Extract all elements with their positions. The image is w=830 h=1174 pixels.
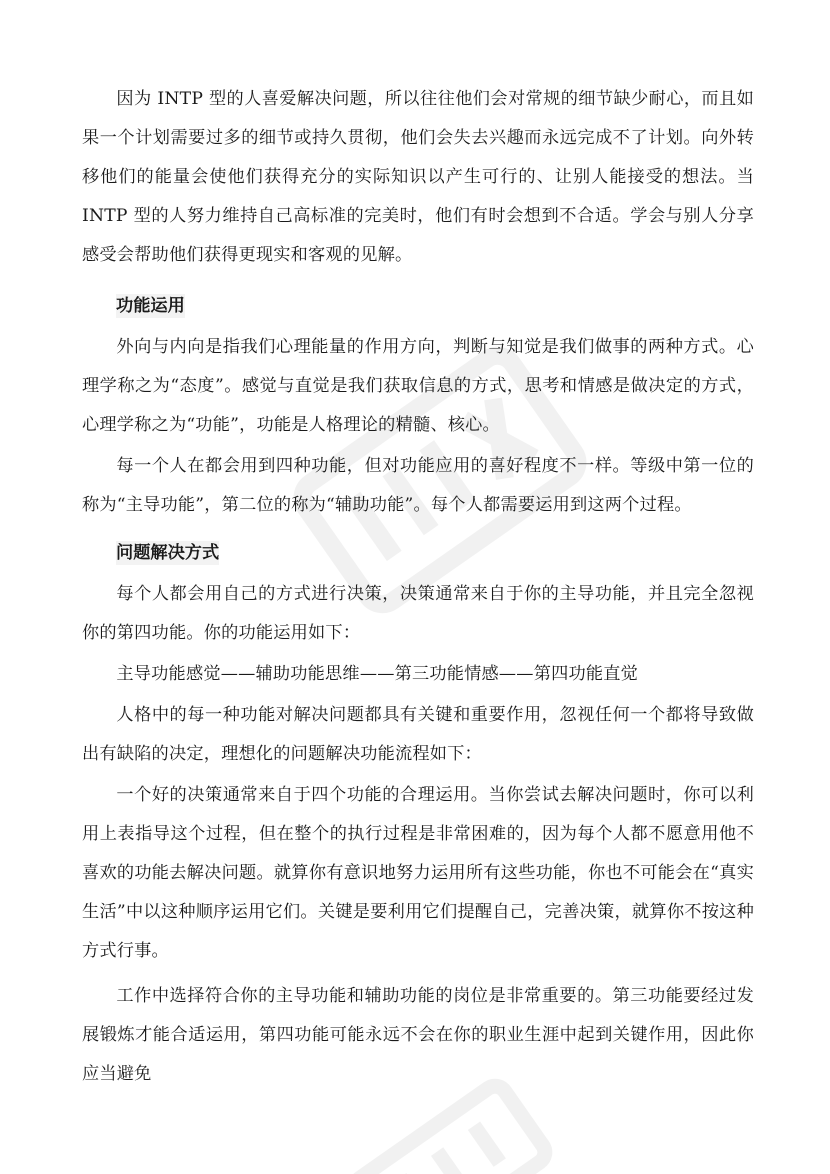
paragraph-work-choice: 工作中选择符合你的主导功能和辅助功能的岗位是非常重要的。第三功能要经过发展锻炼才能合适运用，第四功能可能永远不会在你的职业生涯中起到关键作用，因此你应当避免 [82,986,754,1084]
heading-problem-solving-text: 问题解决方式 [116,543,220,563]
paragraph-each-function: 人格中的每一种功能对解决问题都具有关键和重要作用，忽视任何一个都将导致做出有缺陷的决定，理想化的问题解决功能流程如下： [82,705,754,764]
paragraph-four-functions: 每一个人在都会用到四种功能，但对功能应用的喜好程度不一样。等级中第一位的称为“主导功能”，第二位的称为“辅助功能”。每个人都需要运用到这两个过程。 [82,456,754,515]
paragraph-intp-details: 因为 INTP 型的人喜爱解决问题，所以往往他们会对常规的细节缺少耐心，而且如果一个计划需要过多的细节或持久贯彻，他们会失去兴趣而永远完成不了计划。向外转移他们的能量会使他们获得充分的实际知识以产生可行的、让别人能接受的想法。当 INTP 型的人努力维持自己高标准的完美时，他们有时会想到不合适。学会与别人分享感受会帮助他们获得更现实和客观的见解。 [82,89,754,265]
paragraph-decision-making: 每个人都会用自己的方式进行决策，决策通常来自于你的主导功能，并且完全忽视你的第四功能。你的功能运用如下： [82,584,754,643]
heading-function-usage [82,287,754,326]
heading-function-usage-text: 功能运用 [116,296,185,316]
heading-problem-solving [82,534,754,573]
paragraph-function-order: 主导功能感觉——辅助功能思维——第三功能情感——第四功能直觉 [116,664,639,684]
document-body [82,80,754,1094]
paragraph-good-decision: 一个好的决策通常来自于四个功能的合理运用。当你尝试去解决问题时，你可以利用上表指导这个过程，但在整个的执行过程是非常困难的，因为每个人都不愿意用他不喜欢的功能去解决问题。就算你有意识地努力运用所有这些功能，你也不可能会在“真实生活”中以这种顺序运用它们。关键是要利用它们提醒自己，完善决策，就算你不按这种方式行事。 [82,785,754,961]
paragraph-attitude-function: 外向与内向是指我们心理能量的作用方向，判断与知觉是我们做事的两种方式。心理学称之为“态度”。感觉与直觉是我们获取信息的方式，思考和情感是做决定的方式，心理学称之为“功能”，功能是人格理论的精髓、核心。 [82,337,754,435]
